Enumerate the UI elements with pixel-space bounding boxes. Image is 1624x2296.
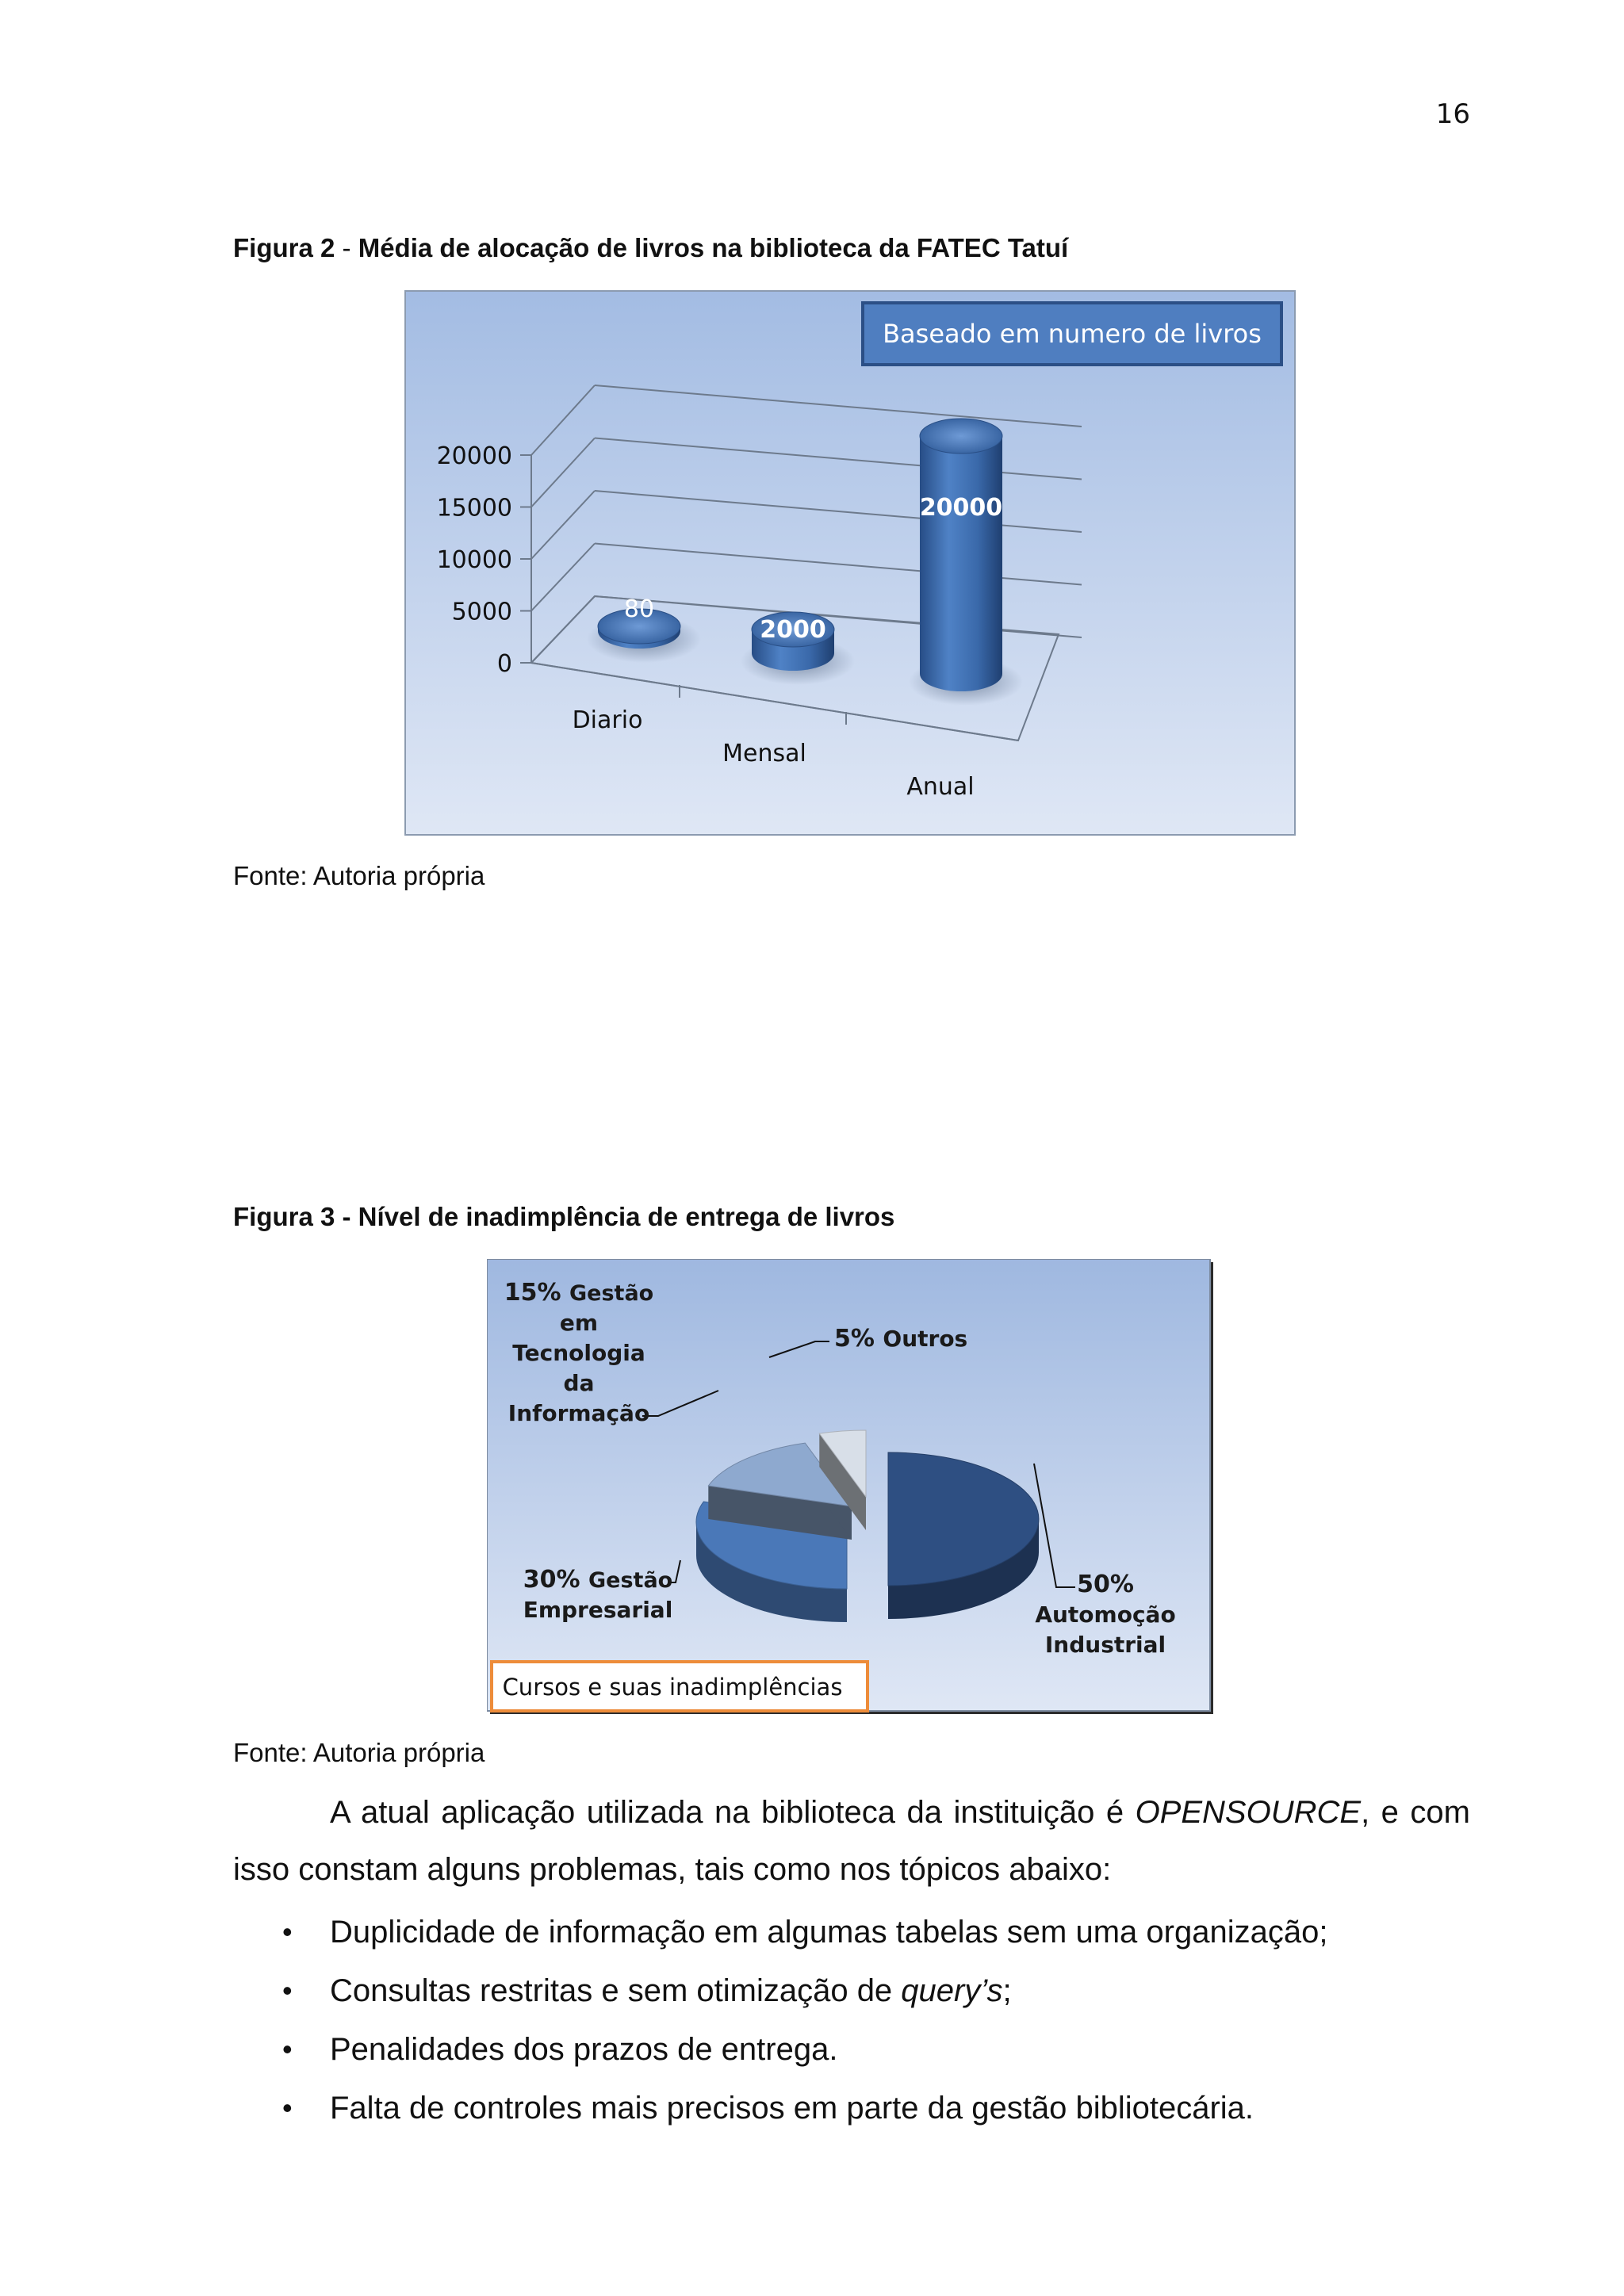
pie-slice-label	[834, 1325, 967, 1353]
pie-chart-title-box	[492, 1662, 868, 1711]
bar-data-label: 80	[623, 595, 655, 623]
pie-chart-title: Cursos e suas inadimplências	[502, 1674, 843, 1701]
x-tick-label: Mensal	[722, 740, 806, 767]
figure-2-separator: -	[342, 233, 351, 262]
figure-2-label: Figura 2	[233, 233, 335, 262]
bullet-icon: •	[282, 1974, 293, 2007]
list-item	[233, 1961, 1502, 2020]
figure-2-caption	[233, 233, 1068, 263]
bar-chart-title-box	[863, 303, 1281, 365]
pie-slice-label-line: Gestão	[588, 1568, 673, 1593]
figure-3-caption: Figura 3 - Nível de inadimplência de entrega de livros	[233, 1202, 895, 1231]
x-tick-label: Diario	[572, 706, 643, 734]
list-item	[233, 2079, 1502, 2137]
y-tick-label: 15000	[436, 494, 512, 522]
page-number: 16	[1435, 98, 1470, 130]
bar-chart-svg	[404, 290, 1296, 836]
bar-chart-background	[405, 291, 1295, 835]
pie-slice-label-line: Automoção	[1035, 1601, 1176, 1628]
list-item-text: Duplicidade de informação em algumas tabelas sem uma organização;	[330, 1915, 1328, 1950]
figure-3-source: Fonte: Autoria própria	[233, 1738, 485, 1767]
bar-data-label: 20000	[919, 494, 1003, 522]
list-item	[233, 1903, 1502, 1961]
pie-slice-percent: 50%	[1077, 1571, 1134, 1598]
bar-chart-title: Baseado em numero de livros	[883, 319, 1262, 349]
bar-cylinder-top	[920, 419, 1002, 453]
pie-slice-label-line: em	[559, 1310, 599, 1336]
bullet-icon: •	[282, 1915, 293, 1948]
pie-slice-label-line: Gestão	[569, 1281, 654, 1306]
list-item-text: Consultas restritas e sem otimização de	[330, 1973, 902, 2008]
bar-data-label: 2000	[760, 616, 826, 644]
list-item-suffix: ;	[1002, 1973, 1012, 2008]
pie-slice-label-line: Tecnologia	[512, 1340, 645, 1366]
figure-2-source: Fonte: Autoria própria	[233, 861, 485, 890]
pie-slice-label-line: da	[563, 1370, 595, 1396]
list-item	[233, 2020, 1502, 2079]
list-item-italic: query’s	[901, 1973, 1003, 2008]
list-item-text: Falta de controles mais precisos em parte da gestão bibliotecária.	[330, 2091, 1254, 2126]
y-tick-label: 10000	[436, 546, 512, 574]
pie-slice-percent: 5%	[834, 1325, 883, 1353]
y-tick-label: 0	[496, 650, 512, 678]
bullet-icon: •	[282, 2091, 293, 2124]
bullet-icon: •	[282, 2033, 293, 2065]
paragraph-2-italic: OPENSOURCE	[1135, 1795, 1362, 1830]
pie-chart-svg	[487, 1259, 1216, 1717]
y-tick-label: 5000	[451, 598, 512, 626]
pie-slice-label-line: Industrial	[1044, 1632, 1166, 1658]
figure-2-title: Média de alocação de livros na biblioteca da FATEC Tatuí	[358, 233, 1069, 262]
list-item-text: Penalidades dos prazos de entrega.	[330, 2032, 838, 2067]
pie-slice-label	[504, 1279, 654, 1426]
paragraph-2-text: A atual aplicação utilizada na biblioteca da instituição é	[330, 1795, 1136, 1830]
pie-slice-label-line: Informação	[508, 1400, 650, 1426]
pie-slice-label-line: Outros	[883, 1326, 968, 1352]
problem-list	[233, 1903, 1502, 2137]
paragraph-2	[233, 1784, 1470, 1898]
paragraph-2-text-end: , e com isso constam alguns problemas, tais como nos tópicos abaixo:	[233, 1795, 1470, 1887]
pie-slice-percent: 15%	[504, 1279, 570, 1307]
bar-chart	[404, 290, 1296, 836]
y-tick-label: 20000	[436, 442, 512, 470]
pie-chart	[487, 1259, 1216, 1717]
x-tick-label: Anual	[906, 773, 975, 801]
bar-cylinder-body	[920, 436, 1002, 691]
pie-slice-label-line: Empresarial	[523, 1597, 673, 1623]
pie-slice-percent: 30%	[523, 1566, 589, 1594]
